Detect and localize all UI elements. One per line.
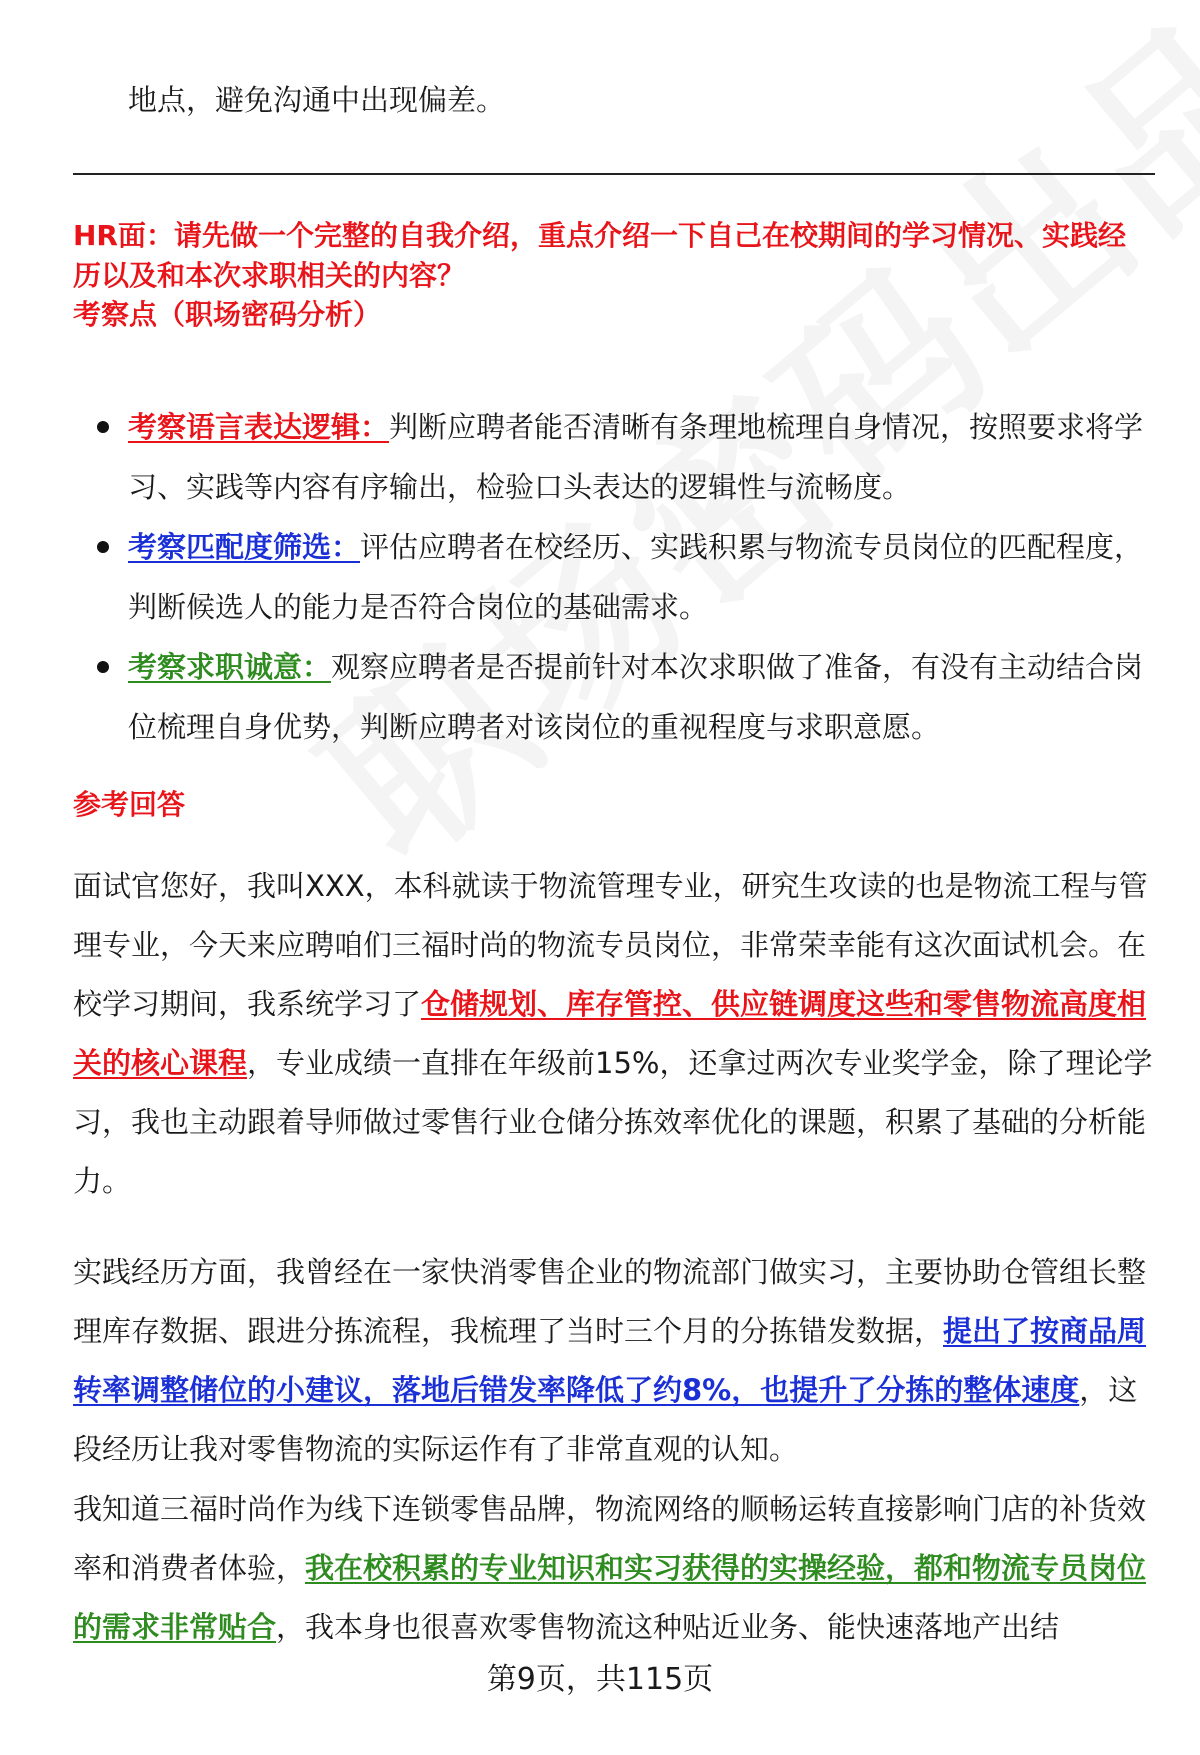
point-text: 观察应聘者是否提前针对本次求职做了准备，有没有主动结合岗位梳理自身优势，判断应聘者对该岗位的重视程度与求职意愿。	[128, 650, 1144, 744]
highlight-courses: 仓储规划、库存管控、供应链调度这些和零售物流高度相关的核心课程	[73, 987, 1147, 1080]
list-item	[73, 637, 1153, 757]
point-keyword: 考察语言表达逻辑：	[128, 410, 390, 444]
point-text: 判断应聘者能否清晰有条理地梳理自身情况，按照要求将学习、实践等内容有序输出，检验口头表达的逻辑性与流畅度。	[128, 410, 1144, 504]
point-keyword: 考察匹配度筛选：	[128, 530, 361, 564]
page-number: 第9页，共115页	[486, 1662, 714, 1697]
bullet-icon	[97, 421, 109, 433]
point-keyword: 考察求职诚意：	[128, 650, 332, 684]
highlight-achievement: 提出了按商品周转率调整储位的小建议，落地后错发率降低了约8%，也提升了分拣的整体速度	[73, 1314, 1147, 1407]
paragraph-text: ，这段经历让我对零售物流的实际运作有了非常直观的认知。	[73, 1373, 1138, 1466]
answer-paragraph-1	[73, 857, 1158, 1211]
paragraph-text: 面试官您好，我叫XXX，本科就读于物流管理专业，研究生攻读的也是物流工程与管理专业，今天来应聘咱们三福时尚的物流专员岗位，非常荣幸能有这次面试机会。在校学习期间，我系统学习了	[73, 869, 1148, 1021]
highlight-fit: 我在校积累的专业知识和实习获得的实操经验，都和物流专员岗位的需求非常贴合	[73, 1551, 1147, 1644]
point-text: 评估应聘者在校经历、实践积累与物流专员岗位的匹配程度，判断候选人的能力是否符合岗位的基础需求。	[128, 530, 1144, 624]
paragraph-text: ，专业成绩一直排在年级前15%，还拿过两次专业奖学金，除了理论学习，我也主动跟着导师做过零售行业仓储分拣效率优化的课题，积累了基础的分析能力。	[73, 1046, 1153, 1198]
bullet-icon	[97, 541, 109, 553]
section-divider	[73, 173, 1155, 175]
list-item	[73, 517, 1153, 637]
answer-title: 参考回答	[73, 788, 186, 821]
continuation-text: 地点，避免沟通中出现偏差。	[128, 83, 506, 117]
assessment-points	[73, 397, 1153, 757]
paragraph-text: 实践经历方面，我曾经在一家快消零售企业的物流部门做实习，主要协助仓管组长整理库存数据、跟进分拣流程，我梳理了当时三个月的分拣错发数据，	[73, 1255, 1147, 1348]
points-title: 考察点（职场密码分析）	[73, 298, 382, 331]
paragraph-text: 我知道三福时尚作为线下连锁零售品牌，物流网络的顺畅运转直接影响门店的补货效率和消费者体验，	[73, 1492, 1147, 1585]
paragraph-text: ，我本身也很喜欢零售物流这种贴近业务、能快速落地产出结	[276, 1610, 1060, 1644]
bullet-icon	[97, 661, 109, 673]
list-item	[73, 397, 1153, 517]
answer-paragraph-3	[73, 1480, 1158, 1657]
answer-paragraph-2	[73, 1243, 1158, 1479]
interview-question: HR面：请先做一个完整的自我介绍，重点介绍一下自己在校期间的学习情况、实践经历以及和本次求职相关的内容？	[73, 219, 1126, 292]
